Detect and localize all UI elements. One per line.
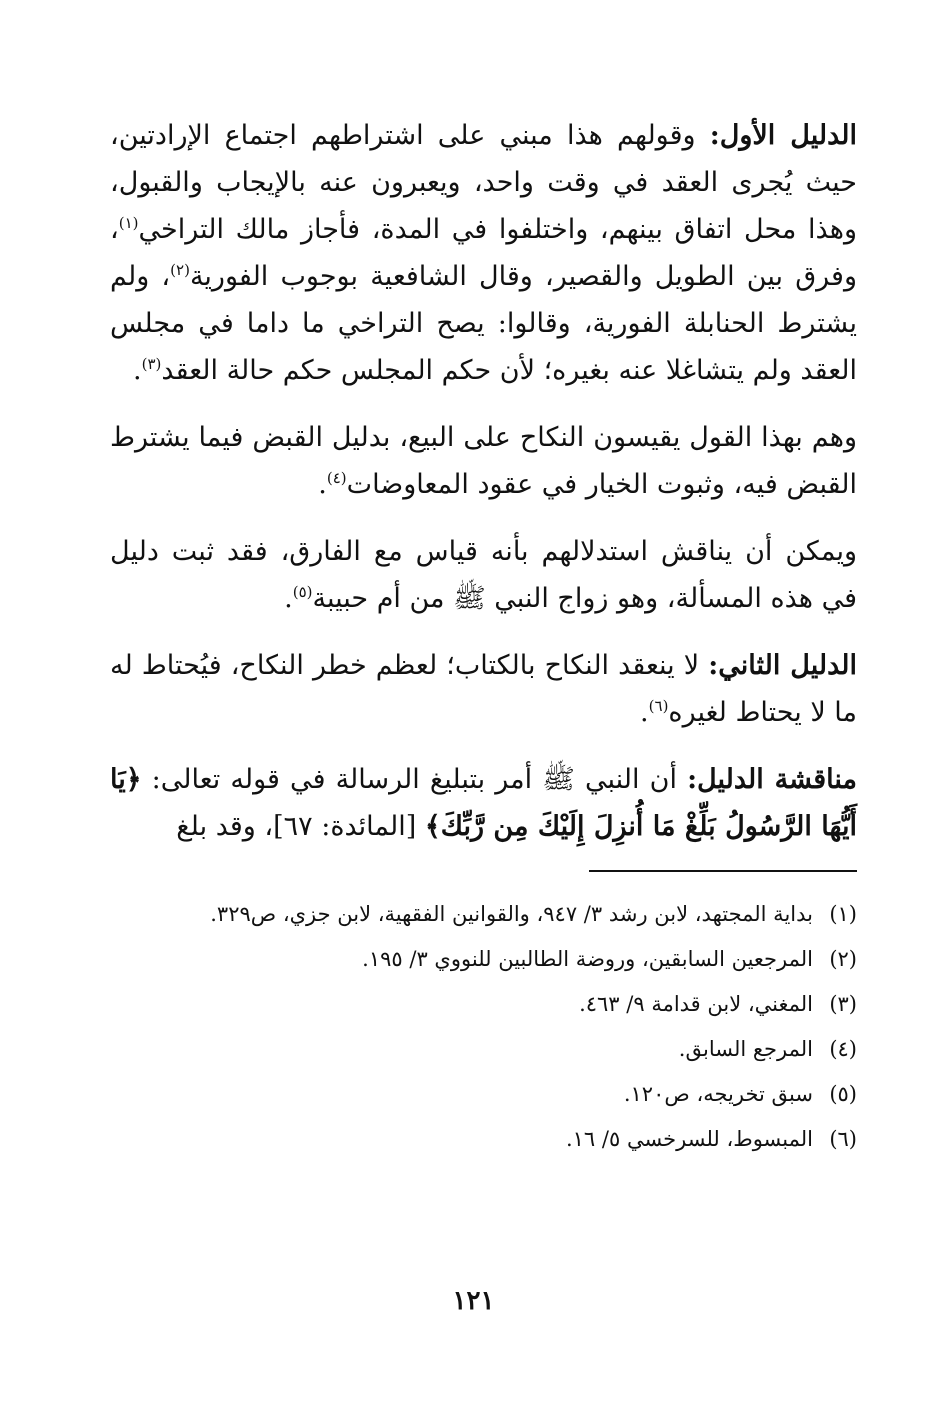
paragraph — [110, 642, 857, 736]
footnote-item — [110, 1117, 857, 1162]
body-text — [110, 112, 857, 850]
footnote-item — [110, 1072, 857, 1117]
footnote-text: المغني، لابن قدامة ٩/ ٤٦٣. — [579, 992, 813, 1016]
footnote-text: المرجع السابق. — [678, 1037, 813, 1061]
footnote-item — [110, 1027, 857, 1072]
footnote-reference: (٤) — [326, 469, 347, 487]
footnote-item — [110, 937, 857, 982]
paragraph-text: ، وفرق بين الطويل والقصير، وقال الشافعية بوجوب الفورية — [110, 214, 857, 292]
footnote-number: (٤) — [829, 1037, 857, 1061]
paragraph-text: وقولهم هذا مبني على اشتراطهم اجتماع الإرادتين، حيث يُجرى العقد في وقت واحد، ويعبرون عنه بالإيجاب والقبول، وهذا محل اتفاق بينهم، واختلفوا في المدة، فأجاز مالك التراخي — [110, 120, 857, 245]
footnote-text: المبسوط، للسرخسي ٥/ ١٦. — [565, 1127, 813, 1151]
footnote-text: سبق تخريجه، ص١٢٠. — [623, 1082, 813, 1106]
paragraph — [110, 112, 857, 394]
footnotes — [110, 892, 857, 1162]
footnote-number: (١) — [829, 902, 857, 926]
paragraph-lead-heading: مناقشة الدليل: — [687, 764, 857, 795]
paragraph-text: [المائدة: ٦٧]، وقد بلغ — [176, 811, 425, 842]
paragraph-text: . — [284, 583, 293, 614]
paragraph-text: . — [640, 697, 649, 728]
footnote-text: بداية المجتهد، لابن رشد ٣/ ٩٤٧، والقوانين الفقهية، لابن جزي، ص٣٢٩. — [210, 902, 813, 926]
paragraph-lead-heading: الدليل الأول: — [709, 120, 857, 151]
paragraph-lead-heading: الدليل الثاني: — [708, 650, 857, 681]
footnote-text: المرجعين السابقين، وروضة الطالبين للنووي ٣/ ١٩٥. — [362, 947, 813, 971]
paragraph-text: ، ولم يشترط الحنابلة الفورية، وقالوا: يصح التراخي ما داما في مجلس العقد ولم يتشاغلا عنه بغيره؛ لأن حكم المجلس حكم حالة العقد — [110, 261, 857, 386]
footnote-item — [110, 892, 857, 937]
paragraph — [110, 528, 857, 622]
footnote-number: (٦) — [829, 1127, 857, 1151]
footnote-number: (٥) — [829, 1082, 857, 1106]
footnote-item — [110, 982, 857, 1027]
paragraph — [110, 414, 857, 508]
paragraph-text: أن النبي ﷺ أمر بتبليغ الرسالة في قوله تعالى: — [141, 764, 688, 795]
footnote-reference: (٢) — [170, 261, 190, 279]
paragraph — [110, 756, 857, 850]
paragraph-text: وهم بهذا القول يقيسون النكاح على البيع، بدليل القبض فيما يشترط القبض فيه، وثبوت الخيار في عقود المعاوضات — [110, 422, 857, 500]
footnote-reference: (٣) — [141, 355, 162, 373]
page-number: ١٢١ — [452, 1286, 495, 1316]
footnote-number: (٣) — [829, 992, 857, 1016]
footnote-reference: (١) — [118, 214, 139, 232]
quran-verse: ﴿يَا أَيُّهَا الرَّسُولُ بَلِّغْ مَا أُنزِلَ إِلَيْكَ مِن رَّبِّكَ﴾ — [110, 764, 857, 842]
footnote-divider — [589, 870, 857, 872]
paragraph-text: . — [318, 469, 327, 500]
footnote-reference: (٥) — [292, 583, 313, 601]
footnote-number: (٢) — [829, 947, 857, 971]
paragraph-text: ويمكن أن يناقش استدلالهم بأنه قياس مع الفارق، فقد ثبت دليل في هذه المسألة، وهو زواج النبي ﷺ من أم حبيبة — [110, 536, 857, 614]
footnote-reference: (٦) — [648, 697, 669, 715]
paragraph-text: . — [133, 355, 142, 386]
paragraph-text: لا ينعقد النكاح بالكتاب؛ لعظم خطر النكاح، فيُحتاط له ما لا يحتاط لغيره — [110, 650, 857, 728]
